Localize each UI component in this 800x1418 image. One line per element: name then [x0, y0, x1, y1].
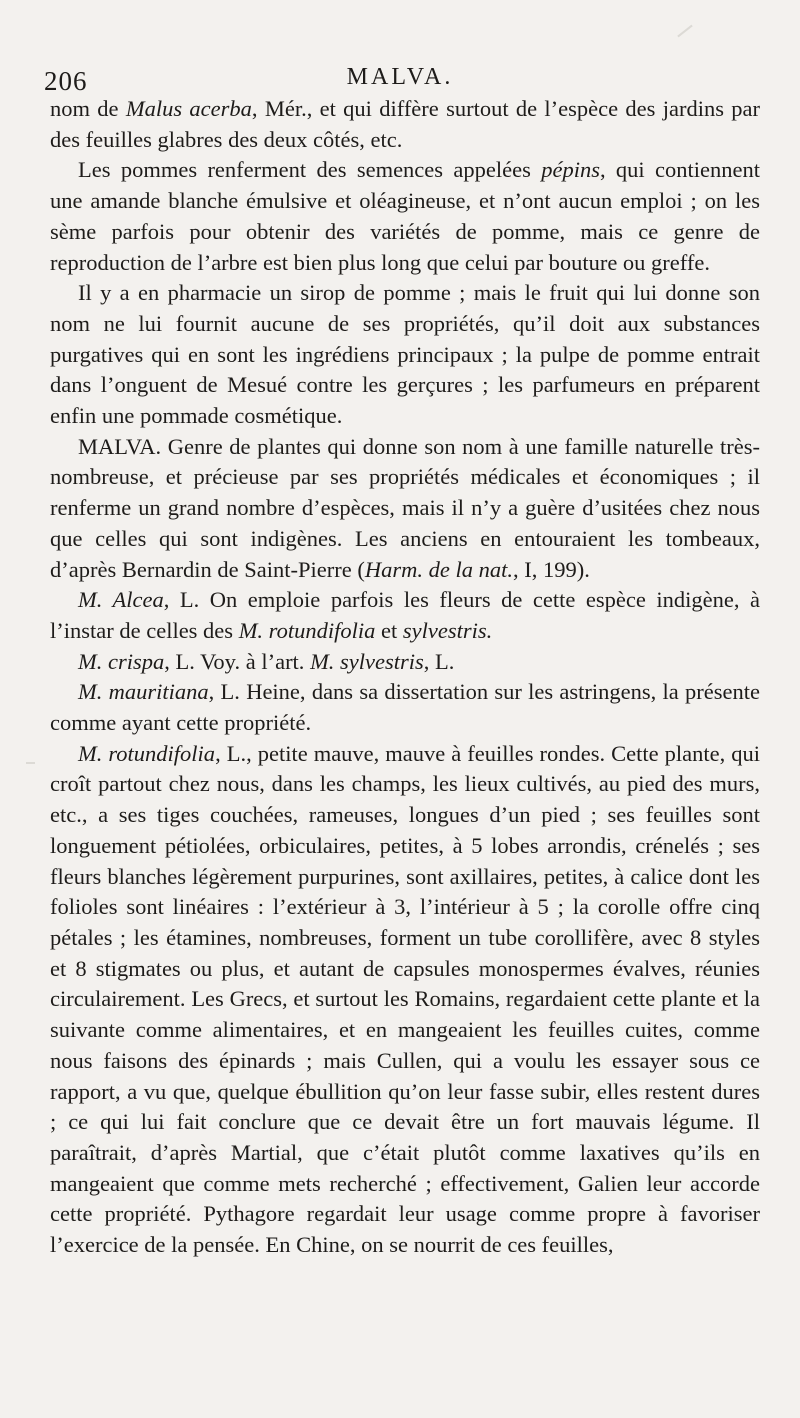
italic-text: pépins	[541, 157, 600, 183]
text-run: , L. Heine, dans sa dissertation sur les astringens, la présente comme ayant cette propriété.	[50, 679, 760, 736]
italic-text: Malus acerba	[125, 96, 252, 121]
paragraph	[50, 739, 760, 1261]
text-run: Il y a en pharmacie un sirop de pomme ; mais le fruit qui lui donne son nom ne lui fournit aucune de ses propriétés, qu’il doit aux substances purgatives qui en sont les ingrédiens principaux ; la pulpe de pomme entrait dans l’onguent de Mesué contre les gerçures ; les parfumeurs en préparent enfin une pommade cosmétique.	[50, 280, 760, 429]
running-title: MALVA.	[346, 64, 454, 90]
italic-text: M. crispa	[78, 648, 165, 674]
text-run: , L., petite mauve, mauve à feuilles rondes. Cette plante, qui croît partout chez nous, dans les champs, les lieux cultivés, au pied des murs, etc., a ses tiges couchées, rameuses, longues d’un pied ; ses feuilles sont longuement pétiolées, orbiculaires, petites, à 5 lobes arrondis, crénelés ; ses fleurs blanches légèrement purpurines, sont axillaires, petites, à calice dont les folioles sont linéaires : l’extérieur à 3, l’intérieur à 5 ; la corolle offre cinq pétales ; les étamines, nombreuses, forment un tube corollifère, avec 8 styles et 8 stigmates ou plus, et autant de capsules monospermes évalves, réunies circulairement. Les Grecs, et surtout les Romains, regardaient cette plante et la suivante comme alimentaires, et en mangeaient les feuilles cuites, comme nous faisons des épinards ; mais Cullen, qui a voulu les essayer sous ce rapport, a vu que, quelque ébullition qu’on leur fasse subir, elles restent dures ; ce qui lui fait conclure que ce devait être un fort mauvais légume. Il paraîtrait, d’après Martial, que c’était plutôt comme laxatives qu’ils en mangeaient que comme mets recherché ; effectivement, Galien leur accorde cette propriété. Pythagore regardait leur usage comme propre à favoriser l’exercice de la pensée. En Chine, on se nourrit de ces feuilles,	[50, 740, 761, 1258]
text-run: , L. Voy. à l’art.	[164, 648, 311, 674]
paragraph	[50, 585, 760, 646]
text-run: , I, 199).	[513, 556, 590, 582]
italic-text: M. rotundifolia	[78, 740, 216, 766]
text-run: , Mér., et qui diffère surtout de l’espèce des jardins par des feuilles glabres des deux côtés, etc.	[50, 96, 760, 152]
paragraph	[50, 155, 760, 278]
italic-text: M. sylvestris	[310, 648, 424, 674]
italic-text: sylvestris.	[402, 617, 493, 643]
paragraph	[50, 94, 760, 155]
italic-text: M. mauritiana	[78, 679, 209, 705]
italic-text: M. Alcea	[78, 587, 164, 613]
show-through-mark	[677, 25, 692, 38]
text-run: et	[375, 617, 403, 643]
show-through-mark	[26, 762, 35, 764]
text-run: , L. On emploie parfois les fleurs de cette espèce indigène, à l’instar de celles des	[50, 587, 760, 643]
page-number: 206	[44, 66, 88, 96]
paragraph	[50, 677, 760, 738]
text-run: nom de	[50, 96, 126, 121]
italic-text: M. rotundifolia	[238, 617, 376, 643]
text-run: , qui contiennent une amande blanche émulsive et oléagineuse, et n’ont aucun emploi ; on les sème parfois pour obtenir des variétés de pomme, mais ce genre de reproduction de l’arbre est bien plus long que celui par bouture ou greffe.	[50, 157, 760, 275]
body-text	[50, 94, 760, 1261]
paragraph	[50, 278, 760, 432]
text-run: Les pommes renferment des semences appelées	[78, 157, 542, 183]
italic-text: Harm. de la nat.	[364, 556, 514, 582]
text-run: , L.	[423, 648, 455, 674]
text-run: MALVA. Genre de plantes qui donne son nom à une famille naturelle très-nombreuse, et précieuse par ses propriétés médicales et économiques ; il renferme un grand nombre d’espèces, mais il n’y a guère d’usitées chez nous que celles qui sont indigènes. Les anciens en entouraient les tombeaux, d’après Bernardin de Saint-Pierre (	[50, 433, 760, 582]
paragraph	[50, 432, 760, 586]
paragraph	[50, 647, 760, 678]
